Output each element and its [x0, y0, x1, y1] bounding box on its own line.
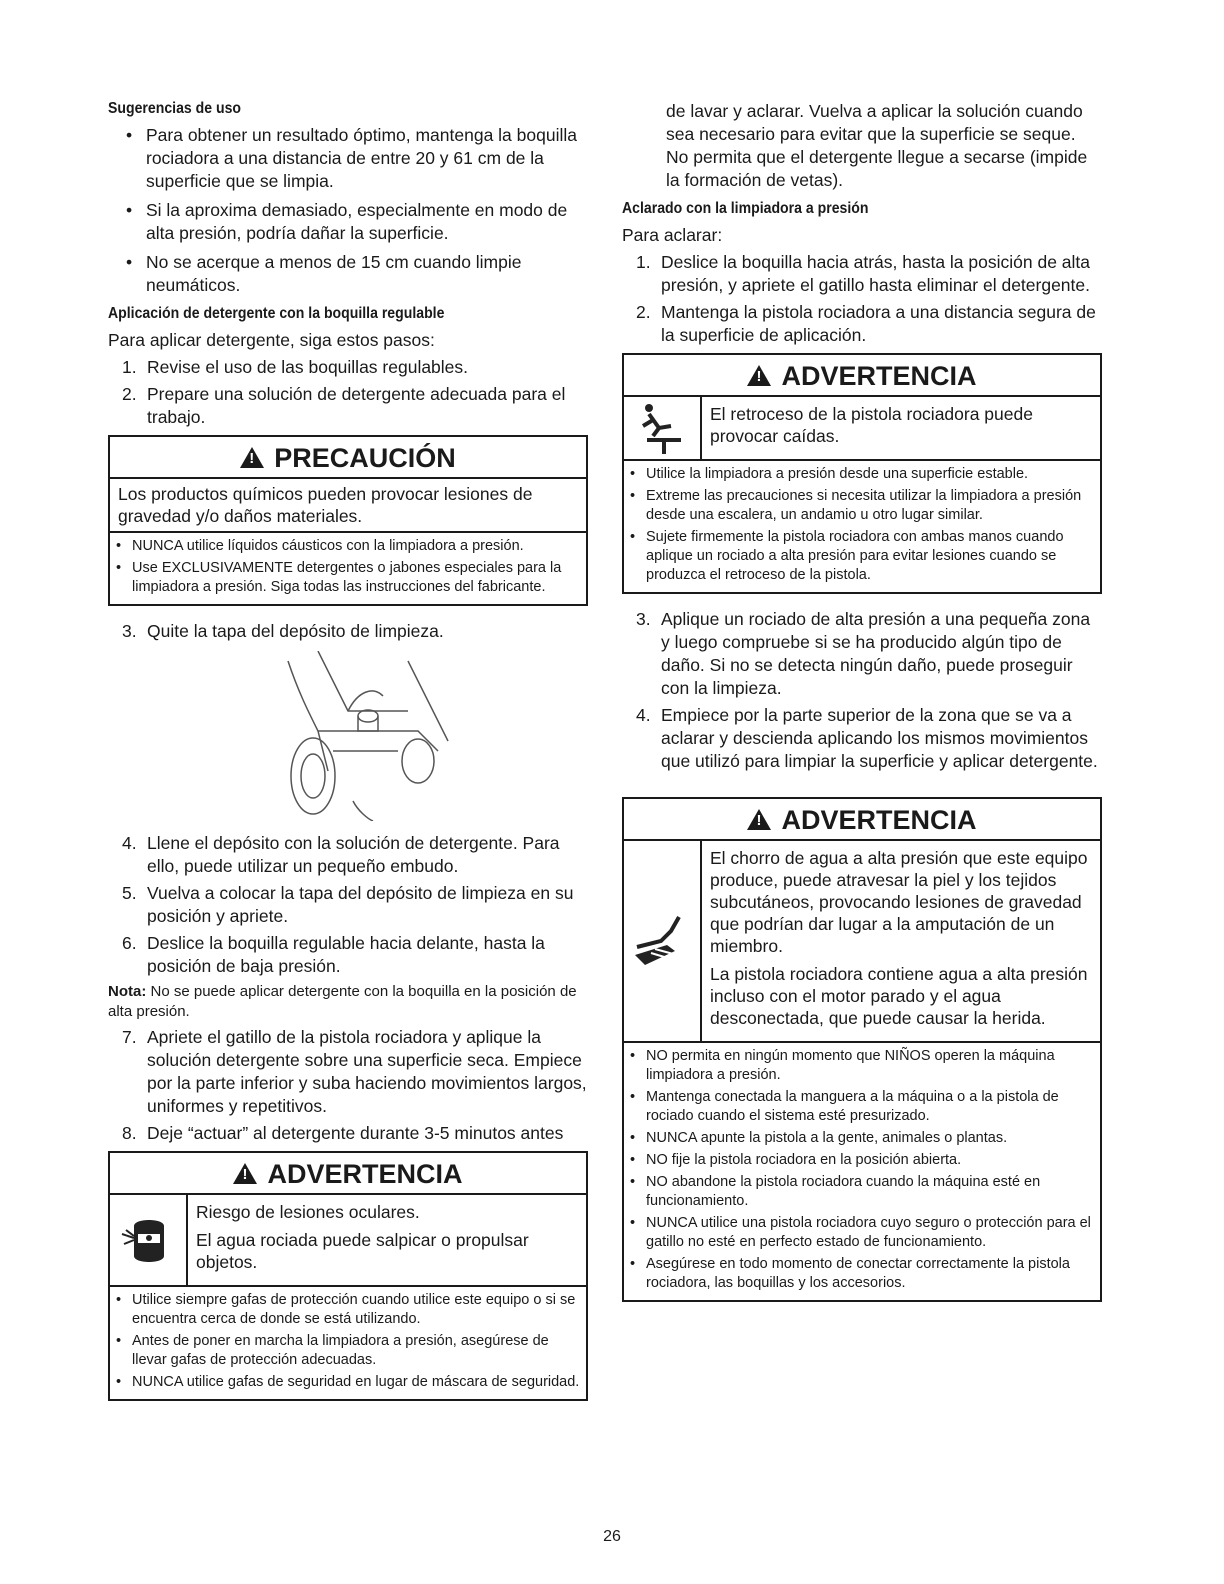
step-number: 2. [122, 384, 137, 404]
warning-triangle-icon [233, 1163, 257, 1184]
step-item [108, 1026, 588, 1118]
step-number: 8. [122, 1123, 137, 1143]
precaucion-bullets [110, 531, 586, 604]
detergent-tank-illustration [258, 651, 458, 821]
step-item [622, 251, 1102, 297]
list-item: • Sujete firmemente la pistola rociadora con ambas manos cuando aplique un rociado a alta presión para evitar lesiones cuando se produzca el retroceso de la pistola. [624, 528, 1096, 585]
steps-7-8 [108, 1026, 588, 1145]
advertencia-title: !ADVERTENCIA [110, 1153, 586, 1193]
step-item [622, 704, 1102, 773]
list-item: • Antes de poner en marcha la limpiadora a presión, asegúrese de llevar gafas de protección adecuadas. [110, 1332, 582, 1370]
step-number: 7. [122, 1027, 137, 1047]
advertencia-inyeccion-box [622, 797, 1102, 1302]
list-item: • Use EXCLUSIVAMENTE detergentes o jabones especiales para la limpiadora a presión. Siga todas las instrucciones del fabricante. [110, 559, 582, 597]
step-text: Empiece por la parte superior de la zona que se va a aclarar y descienda aplicando los mismos movimientos que utilizó para limpiar la superficie y aplicar detergente. [661, 705, 1098, 771]
step-number: 3. [636, 609, 651, 629]
right-column [622, 100, 1102, 1312]
note-text: No se puede aplicar detergente con la boquilla en la posición de alta presión. [108, 983, 577, 1020]
warning-text: Riesgo de lesiones oculares. [196, 1202, 420, 1222]
step-text: Deslice la boquilla hacia atrás, hasta la posición de alta presión, y apriete el gatillo hasta eliminar el detergente. [661, 252, 1091, 295]
step-text: Quite la tapa del depósito de limpieza. [147, 621, 444, 641]
step-number: 4. [636, 705, 651, 725]
note [108, 982, 588, 1022]
warning-triangle-icon [240, 447, 264, 468]
aplicacion-intro: Para aplicar detergente, siga estos pasos: [108, 330, 435, 350]
list-item: • Mantenga conectada la manguera a la máquina o a la pistola de rociado cuando el sistema esté presurizado. [624, 1088, 1096, 1126]
step-text: Aplique un rociado de alta presión a una pequeña zona y luego compruebe si se ha producido algún tipo de daño. Si no se detecta ningún daño, puede proseguir con la limpieza. [661, 609, 1091, 698]
step-number: 4. [122, 833, 137, 853]
precaucion-box [108, 435, 588, 606]
step-item [108, 620, 588, 643]
list-item: • Extreme las precauciones si necesita utilizar la limpiadora a presión desde una escalera, un andamio u otro lugar similar. [624, 487, 1096, 525]
list-item: • NUNCA utilice una pistola rociadora cuyo seguro o protección para el gatillo no esté en perfecto estado de funcionamiento. [624, 1214, 1096, 1252]
list-item: • Para obtener un resultado óptimo, mantenga la boquilla rociadora a una distancia de entre 20 y 61 cm de la superficie que se limpia. [108, 124, 588, 193]
step-item [622, 301, 1102, 347]
step-text: Vuelva a colocar la tapa del depósito de limpieza en su posición y apriete. [147, 883, 574, 926]
list-item: • No se acerque a menos de 15 cm cuando limpie neumáticos. [108, 251, 588, 297]
step-item [108, 383, 588, 429]
step-number: 2. [636, 302, 651, 322]
step-number: 1. [636, 252, 651, 272]
advertencia-inyeccion-bullets [624, 1041, 1100, 1300]
list-item: • NO permita en ningún momento que NIÑOS operen la máquina limpiadora a presión. [624, 1047, 1096, 1085]
aclarado-steps-3-4 [622, 608, 1102, 773]
step-item [108, 832, 588, 878]
aclarado-intro: Para aclarar: [622, 225, 723, 245]
list-item: • Utilice siempre gafas de protección cuando utilice este equipo o si se encuentra cerca de donde se está utilizando. [110, 1291, 582, 1329]
list-item: • NO fije la pistola rociadora en la posición abierta. [624, 1151, 1096, 1170]
step-3 [108, 620, 588, 643]
list-item: • NUNCA apunte la pistola a la gente, animales o plantas. [624, 1129, 1096, 1148]
step-text: Apriete el gatillo de la pistola rociadora y aplique la solución detergente sobre una superficie seca. Empiece por la parte inferior y suba haciendo movimientos largos, uniformes y repetitivos. [147, 1027, 587, 1116]
aclarado-steps [622, 251, 1102, 347]
aplicacion-steps [108, 356, 588, 429]
section-heading-aclarado: Aclarado con la limpiadora a presión [622, 200, 869, 217]
warning-triangle-icon [747, 365, 771, 386]
advertencia-caidas-bullets [624, 459, 1100, 592]
advertencia-ojos-box [108, 1151, 588, 1401]
section-heading-aplicacion: Aplicación de detergente con la boquilla regulable [108, 305, 445, 322]
advertencia-title: !ADVERTENCIA [624, 355, 1100, 395]
list-item: • NO abandone la pistola rociadora cuando la máquina esté en funcionamiento. [624, 1173, 1096, 1211]
injection-hazard-icon [624, 841, 702, 1041]
left-column [108, 100, 588, 1411]
continuation-text: de lavar y aclarar. Vuelva a aplicar la solución cuando sea necesario para evitar que la superficie se seque. No permita que el detergente llegue a secarse (impide la formación de vetas). [666, 101, 1088, 190]
precaucion-title: !PRECAUCIÓN [110, 437, 586, 477]
step-number: 5. [122, 883, 137, 903]
step-number: 1. [122, 357, 137, 377]
list-item: • NUNCA utilice líquidos cáusticos con la limpiadora a presión. [110, 537, 582, 556]
steps-4-6 [108, 832, 588, 978]
list-item: • Asegúrese en todo momento de conectar correctamente la pistola rociadora, las boquillas y los accesorios. [624, 1255, 1096, 1293]
step-text: Prepare una solución de detergente adecuada para el trabajo. [147, 384, 566, 427]
step-text: Deslice la boquilla regulable hacia delante, hasta la posición de baja presión. [147, 933, 545, 976]
section-heading-sugerencias: Sugerencias de uso [108, 100, 242, 117]
warning-text: La pistola rociadora contiene agua a alta presión incluso con el motor parado y el agua desconectada, que puede causar la herida. [710, 964, 1088, 1028]
step-number: 6. [122, 933, 137, 953]
warning-text: El agua rociada puede salpicar o propulsar objetos. [196, 1230, 529, 1272]
step-text: Deje “actuar” al detergente durante 3-5 minutos antes [147, 1123, 564, 1143]
warning-text: El retroceso de la pistola rociadora puede provocar caídas. [710, 404, 1033, 446]
step-text: Mantenga la pistola rociadora a una distancia segura de la superficie de aplicación. [661, 302, 1096, 345]
list-item: • Utilice la limpiadora a presión desde una superficie estable. [624, 465, 1096, 484]
advertencia-ojos-bullets [110, 1285, 586, 1399]
eye-injury-icon [110, 1195, 188, 1285]
sugerencias-list [108, 124, 588, 297]
step-item [108, 882, 588, 928]
step-number: 3. [122, 621, 137, 641]
precaucion-text: Los productos químicos pueden provocar lesiones de gravedad y/o daños materiales. [110, 477, 586, 531]
note-label: Nota: [108, 983, 147, 1000]
step-text: Llene el depósito con la solución de detergente. Para ello, puede utilizar un pequeño embudo. [147, 833, 560, 876]
step-item [108, 932, 588, 978]
list-item: • NUNCA utilice gafas de seguridad en lugar de máscara de seguridad. [110, 1373, 582, 1392]
step-item [108, 356, 588, 379]
advertencia-title: !ADVERTENCIA [624, 799, 1100, 839]
warning-triangle-icon [747, 809, 771, 830]
step-text: Revise el uso de las boquillas regulables. [147, 357, 469, 377]
step-item [622, 608, 1102, 700]
step-item [108, 1122, 588, 1145]
list-item: • Si la aproxima demasiado, especialmente en modo de alta presión, podría dañar la superficie. [108, 199, 588, 245]
page-number: 26 [603, 1528, 621, 1545]
advertencia-caidas-box [622, 353, 1102, 594]
fall-hazard-icon [624, 397, 702, 459]
warning-text: El chorro de agua a alta presión que este equipo produce, puede atravesar la piel y los tejidos subcutáneos, provocando lesiones de gravedad que podrían dar lugar a la amputación de un miembro. [710, 848, 1088, 956]
